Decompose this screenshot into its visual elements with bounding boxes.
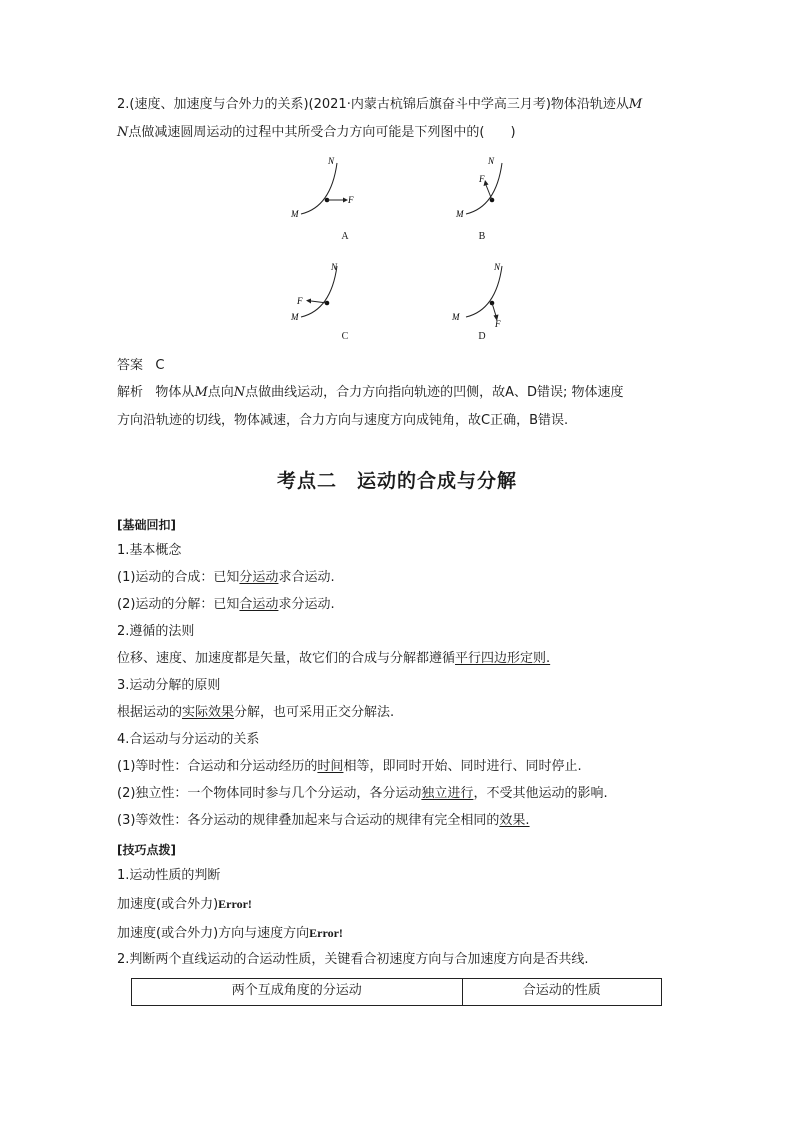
label-f-d: F [495,319,501,328]
label-m-d: M [452,312,460,322]
section-title: 考点二 运动的合成与分解 [276,470,517,492]
table-header-cell: 两个互成角度的分运动 [132,979,463,1006]
figure-label-c: C [341,331,349,342]
answer-line: 答案 C [117,358,165,373]
jichu-relation-2: (2)独立性：一个物体同时参与几个分运动，各分运动独立进行，不受其他运动的影响. [117,786,608,801]
label-f-c: F [297,296,303,306]
label-n-b: N [488,156,495,166]
question-line-2: N点做减速圆周运动的过程中其所受合力方向可能是下列图中的( ) [117,125,516,140]
jiqiao-heading-1: 1.运动性质的判断 [117,868,221,883]
table-header-cell: 合运动的性质 [462,979,661,1006]
label-m-c: M [291,312,299,322]
jiqiao-heading-2: 2.判断两个直线运动的合运动性质，关键看合初速度方向与合加速度方向是否共线. [117,952,589,967]
jiqiao-header: [技巧点拨] [117,843,176,857]
jiqiao-line-1: 加速度(或合外力)Error! [117,897,252,912]
jichu-line-2: 位移、速度、加速度都是矢量，故它们的合成与分解都遵循平行四边形定则. [117,651,551,666]
figure-a [285,155,385,229]
jichu-heading-3: 3.运动分解的原则 [117,678,221,693]
label-n-c: N [331,262,338,272]
label-f-b: F [479,174,485,184]
jiqiao-line-2: 加速度(或合外力)方向与速度方向Error! [117,926,343,941]
jichu-relation-1: (1)等时性：合运动和分运动经历的时间相等，即同时开始、同时进行、同时停止. [117,759,582,774]
label-f-a: F [348,195,354,205]
figure-label-a: A [341,231,349,242]
jichu-heading-2: 2.遵循的法则 [117,624,195,639]
jichu-heading-1: 1.基本概念 [117,543,182,558]
jichu-line-3: 根据运动的实际效果分解，也可采用正交分解法. [117,705,395,720]
jichu-item-2: (2)运动的分解：已知合运动求分运动. [117,597,335,612]
jichu-heading-4: 4.合运动与分运动的关系 [117,732,260,747]
analysis-line-1: 解析 物体从M点向N点做曲线运动，合力方向指向轨迹的凹侧，故A、D错误; 物体速度 [117,385,624,400]
figure-label-d: D [478,331,486,342]
label-m-b: M [456,209,464,219]
analysis-line-2: 方向沿轨迹的切线，物体减速，合力方向与速度方向成钝角，故C正确，B错误. [117,413,569,428]
label-m-a: M [291,209,299,219]
jichu-relation-3: (3)等效性：各分运动的规律叠加起来与合运动的规律有完全相同的效果. [117,813,530,828]
table-row [132,979,662,1006]
jichu-item-1: (1)运动的合成：已知分运动求合运动. [117,570,335,585]
jichu-header: [基础回扣] [117,518,176,532]
label-n-a: N [328,156,335,166]
motion-table [131,978,662,1006]
figure-d [450,258,550,332]
figure-label-b: B [478,231,486,242]
figure-c [285,258,385,332]
question-line-1: 2.(速度、加速度与合外力的关系)(2021·内蒙古杭锦后旗奋斗中学高三月考)物体沿轨迹从M [117,97,643,112]
label-n-d: N [494,262,501,272]
figure-b [450,155,550,229]
